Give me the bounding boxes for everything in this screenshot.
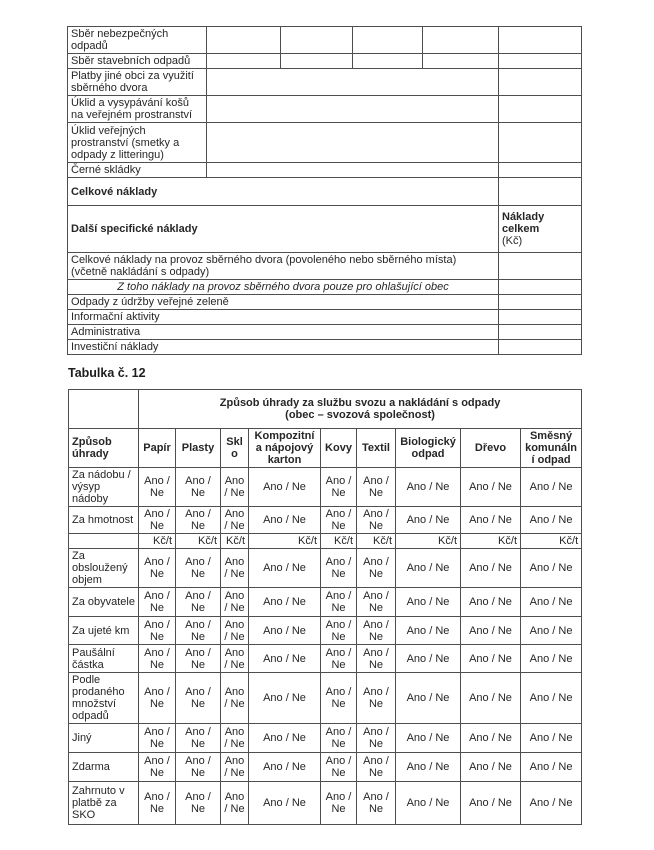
choice-cell: Ano / Ne (461, 753, 521, 782)
table-row (68, 295, 582, 310)
row-label: Platby jiné obci za využití sběrného dvora (68, 69, 207, 96)
choice-cell: Ano / Ne (249, 468, 321, 507)
choice-cell: Ano / Ne (176, 549, 221, 588)
row-label: Za obyvatele (69, 588, 139, 617)
choice-cell: Ano / Ne (176, 507, 221, 534)
empty-value-cell (207, 163, 499, 178)
choice-cell: Ano / Ne (176, 645, 221, 673)
empty-value-cell (281, 27, 353, 54)
section-header-label: Další specifické náklady (68, 206, 499, 253)
table-row (69, 390, 582, 429)
table-row (68, 310, 582, 325)
choice-cell: Ano / Ne (321, 468, 357, 507)
empty-value-cell (207, 27, 281, 54)
table-row (69, 549, 582, 588)
total-value-cell (499, 69, 582, 96)
row-label: Za ujeté km (69, 617, 139, 645)
table-row (69, 645, 582, 673)
choice-cell: Ano / Ne (357, 588, 396, 617)
choice-cell: Ano / Ne (396, 782, 461, 825)
choice-cell: Ano / Ne (139, 724, 176, 753)
choice-cell: Ano / Ne (396, 588, 461, 617)
total-value-cell (499, 280, 582, 295)
row-label: Podle prodaného množství odpadů (69, 673, 139, 724)
total-value-cell (499, 310, 582, 325)
choice-cell: Ano / Ne (176, 753, 221, 782)
unit-cell: Kč/t (321, 534, 357, 549)
choice-cell: Ano / Ne (461, 468, 521, 507)
empty-value-cell (353, 54, 423, 69)
choice-cell: Ano / Ne (221, 617, 249, 645)
row-label: Zahrnuto v platbě za SKO (69, 782, 139, 825)
payment-table-body (69, 390, 582, 825)
choice-cell: Ano / Ne (357, 468, 396, 507)
table-12-caption: Tabulka č. 12 (68, 366, 146, 380)
row-label: Sběr stavebních odpadů (68, 54, 207, 69)
choice-cell: Ano / Ne (521, 753, 582, 782)
table-title-line: (obec – svozová společnost) (285, 409, 435, 421)
table-row (68, 163, 582, 178)
column-header: Kovy (321, 429, 357, 468)
table-row (69, 617, 582, 645)
table-row (69, 534, 582, 549)
choice-cell: Ano / Ne (461, 549, 521, 588)
empty-value-cell (353, 27, 423, 54)
choice-cell: Ano / Ne (321, 753, 357, 782)
row-label: Za obsloužený objem (69, 549, 139, 588)
unit-cell: Kč/t (221, 534, 249, 549)
total-value-cell (499, 27, 582, 54)
total-value-cell (499, 96, 582, 123)
table-row (69, 429, 582, 468)
total-value-cell (499, 123, 582, 163)
row-label: Za hmotnost (69, 507, 139, 534)
choice-cell: Ano / Ne (249, 753, 321, 782)
choice-cell: Ano / Ne (221, 549, 249, 588)
choice-cell: Ano / Ne (176, 724, 221, 753)
choice-cell: Ano / Ne (396, 645, 461, 673)
table-row (69, 724, 582, 753)
choice-cell: Ano / Ne (357, 645, 396, 673)
total-column-header (499, 206, 582, 253)
choice-cell: Ano / Ne (521, 645, 582, 673)
choice-cell: Ano / Ne (139, 468, 176, 507)
choice-cell: Ano / Ne (249, 507, 321, 534)
choice-cell: Ano / Ne (357, 724, 396, 753)
choice-cell: Ano / Ne (221, 724, 249, 753)
choice-cell: Ano / Ne (221, 507, 249, 534)
choice-cell: Ano / Ne (321, 617, 357, 645)
choice-cell: Ano / Ne (221, 645, 249, 673)
choice-cell: Ano / Ne (321, 549, 357, 588)
unit-cell: Kč/t (396, 534, 461, 549)
unit-cell: Kč/t (249, 534, 321, 549)
choice-cell: Ano / Ne (139, 782, 176, 825)
row-label: Celkové náklady na provoz sběrného dvora (povoleného nebo sběrného místa) (včetně nakládání s odpady) (68, 253, 499, 280)
choice-cell: Ano / Ne (357, 782, 396, 825)
choice-cell: Ano / Ne (396, 549, 461, 588)
choice-cell: Ano / Ne (321, 782, 357, 825)
total-value-cell (499, 295, 582, 310)
choice-cell: Ano / Ne (249, 588, 321, 617)
row-label: Odpady z údržby veřejné zeleně (68, 295, 499, 310)
row-label: Sběr nebezpečných odpadů (68, 27, 207, 54)
choice-cell: Ano / Ne (521, 549, 582, 588)
choice-cell: Ano / Ne (461, 507, 521, 534)
choice-cell: Ano / Ne (357, 673, 396, 724)
corner-cell (69, 390, 139, 429)
column-header: Dřevo (461, 429, 521, 468)
choice-cell: Ano / Ne (139, 617, 176, 645)
choice-cell: Ano / Ne (461, 588, 521, 617)
choice-cell: Ano / Ne (357, 549, 396, 588)
choice-cell: Ano / Ne (521, 468, 582, 507)
total-value-cell (499, 325, 582, 340)
choice-cell: Ano / Ne (321, 645, 357, 673)
row-label: Zdarma (69, 753, 139, 782)
row-label: Paušální částka (69, 645, 139, 673)
choice-cell: Ano / Ne (176, 673, 221, 724)
choice-cell: Ano / Ne (396, 507, 461, 534)
empty-value-cell (281, 54, 353, 69)
total-column-header-text: Náklady celkem (502, 211, 545, 235)
choice-cell: Ano / Ne (521, 617, 582, 645)
choice-cell: Ano / Ne (249, 645, 321, 673)
table-row (69, 753, 582, 782)
choice-cell: Ano / Ne (461, 724, 521, 753)
choice-cell: Ano / Ne (357, 507, 396, 534)
choice-cell: Ano / Ne (139, 753, 176, 782)
choice-cell: Ano / Ne (461, 617, 521, 645)
row-label: Úklid a vysypávání košů na veřejném prostranství (68, 96, 207, 123)
column-header: Textil (357, 429, 396, 468)
choice-cell: Ano / Ne (461, 673, 521, 724)
table-title-line: Způsob úhrady za službu svozu a nakládání s odpady (219, 397, 501, 409)
column-header: Papír (139, 429, 176, 468)
choice-cell: Ano / Ne (221, 468, 249, 507)
choice-cell: Ano / Ne (176, 588, 221, 617)
total-value-cell (499, 54, 582, 69)
column-header: Sklo (221, 429, 249, 468)
table-row (69, 588, 582, 617)
choice-cell: Ano / Ne (249, 673, 321, 724)
table-row (68, 123, 582, 163)
choice-cell: Ano / Ne (321, 588, 357, 617)
row-label: Za nádobu / výsyp nádoby (69, 468, 139, 507)
choice-cell: Ano / Ne (396, 753, 461, 782)
table-row (68, 178, 582, 206)
choice-cell: Ano / Ne (321, 507, 357, 534)
total-column-unit: (Kč) (502, 235, 523, 247)
total-value-cell (499, 178, 582, 206)
unit-cell: Kč/t (139, 534, 176, 549)
table-row (69, 468, 582, 507)
choice-cell: Ano / Ne (249, 782, 321, 825)
column-header: Kompozitní a nápojový karton (249, 429, 321, 468)
table-row (68, 96, 582, 123)
choice-cell: Ano / Ne (249, 724, 321, 753)
choice-cell: Ano / Ne (321, 673, 357, 724)
choice-cell: Ano / Ne (521, 673, 582, 724)
row-label: Černé skládky (68, 163, 207, 178)
table-row (69, 673, 582, 724)
payment-method-table (68, 389, 582, 825)
total-value-cell (499, 253, 582, 280)
empty-value-cell (207, 96, 499, 123)
total-value-cell (499, 340, 582, 355)
choice-cell: Ano / Ne (221, 782, 249, 825)
cost-table-body (68, 27, 582, 355)
column-header: Biologický odpad (396, 429, 461, 468)
choice-cell: Ano / Ne (176, 468, 221, 507)
table-title-cell (139, 390, 582, 429)
table-row (68, 206, 582, 253)
choice-cell: Ano / Ne (139, 507, 176, 534)
table-row (68, 54, 582, 69)
row-label: Administrativa (68, 325, 499, 340)
unit-cell: Kč/t (461, 534, 521, 549)
choice-cell: Ano / Ne (139, 549, 176, 588)
empty-value-cell (207, 123, 499, 163)
row-label: Informační aktivity (68, 310, 499, 325)
empty-value-cell (207, 54, 281, 69)
row-label: Úklid veřejných prostranství (smetky a odpady z litteringu) (68, 123, 207, 163)
choice-cell: Ano / Ne (139, 673, 176, 724)
choice-cell: Ano / Ne (221, 673, 249, 724)
empty-value-cell (207, 69, 499, 96)
row-label: Celkové náklady (68, 178, 499, 206)
choice-cell: Ano / Ne (139, 588, 176, 617)
empty-value-cell (423, 54, 499, 69)
choice-cell: Ano / Ne (396, 468, 461, 507)
choice-cell: Ano / Ne (249, 617, 321, 645)
unit-cell: Kč/t (357, 534, 396, 549)
choice-cell: Ano / Ne (521, 507, 582, 534)
table-row (68, 69, 582, 96)
choice-cell: Ano / Ne (521, 588, 582, 617)
choice-cell: Ano / Ne (321, 724, 357, 753)
choice-cell: Ano / Ne (176, 782, 221, 825)
table-row (68, 325, 582, 340)
row-header-label: Způsob úhrady (69, 429, 139, 468)
table-row (68, 280, 582, 295)
row-label (69, 534, 139, 549)
column-header: Plasty (176, 429, 221, 468)
choice-cell: Ano / Ne (176, 617, 221, 645)
choice-cell: Ano / Ne (139, 645, 176, 673)
choice-cell: Ano / Ne (396, 617, 461, 645)
row-label: Investiční náklady (68, 340, 499, 355)
total-value-cell (499, 163, 582, 178)
choice-cell: Ano / Ne (521, 724, 582, 753)
unit-cell: Kč/t (176, 534, 221, 549)
empty-value-cell (423, 27, 499, 54)
table-row (68, 340, 582, 355)
row-label: Jiný (69, 724, 139, 753)
cost-table (67, 26, 582, 355)
choice-cell: Ano / Ne (396, 673, 461, 724)
choice-cell: Ano / Ne (357, 753, 396, 782)
choice-cell: Ano / Ne (396, 724, 461, 753)
choice-cell: Ano / Ne (521, 782, 582, 825)
choice-cell: Ano / Ne (357, 617, 396, 645)
table-row (68, 253, 582, 280)
choice-cell: Ano / Ne (249, 549, 321, 588)
choice-cell: Ano / Ne (221, 753, 249, 782)
choice-cell: Ano / Ne (461, 645, 521, 673)
unit-cell: Kč/t (521, 534, 582, 549)
row-label: Z toho náklady na provoz sběrného dvora pouze pro ohlašující obec (68, 280, 499, 295)
table-row (69, 782, 582, 825)
column-header: Směsný komunální odpad (521, 429, 582, 468)
choice-cell: Ano / Ne (221, 588, 249, 617)
choice-cell: Ano / Ne (461, 782, 521, 825)
table-row (68, 27, 582, 54)
table-row (69, 507, 582, 534)
